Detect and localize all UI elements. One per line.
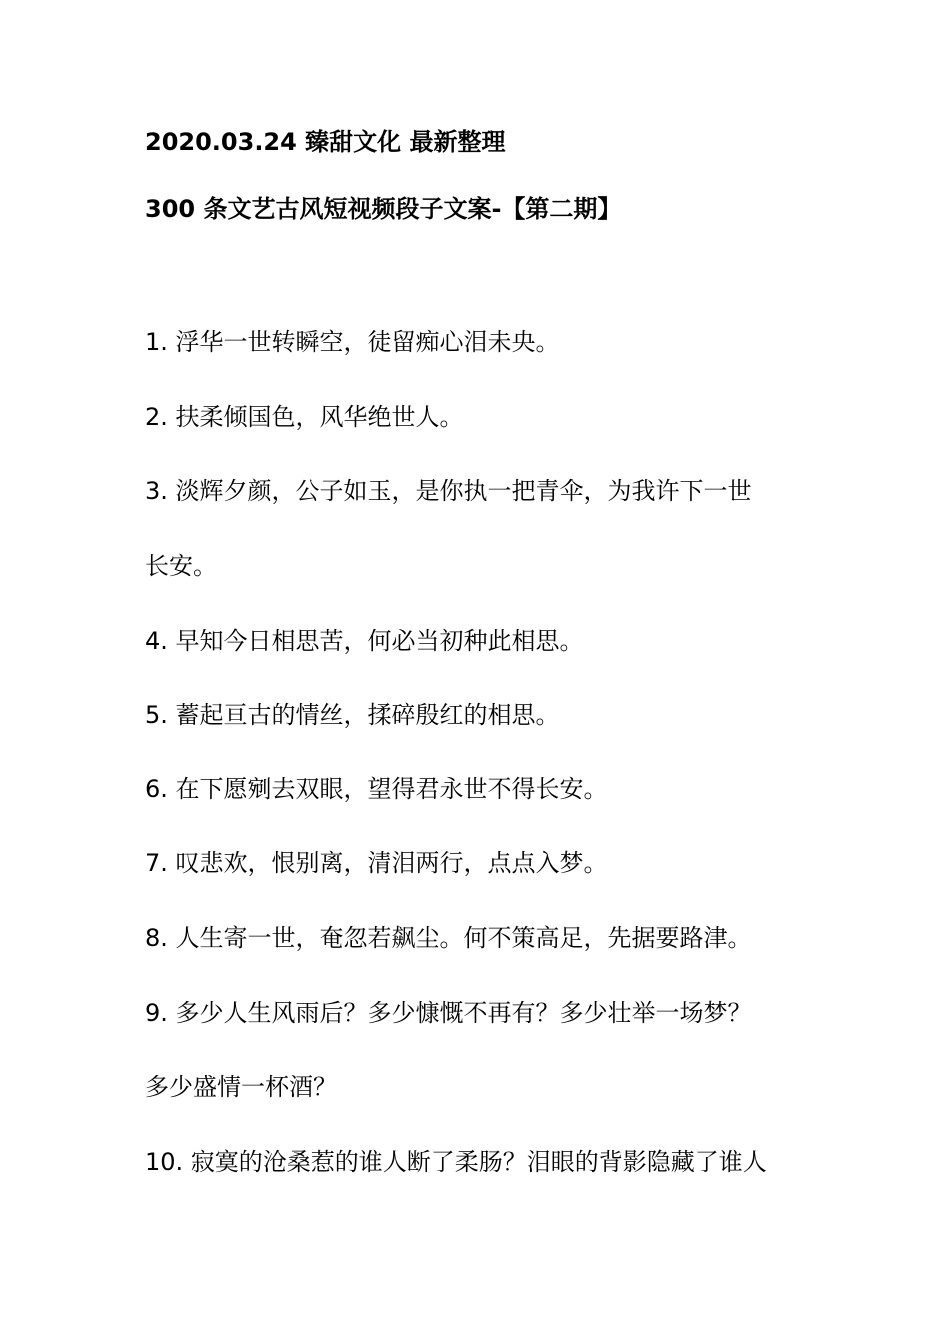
text-line-7: 7. 叹悲欢，恨别离，清泪两行，点点入梦。 — [145, 849, 608, 877]
date-heading: 2020.03.24 臻甜文化 最新整理 — [145, 128, 506, 156]
text-line-9: 9. 多少人生风雨后？多少慷慨不再有？多少壮举一场梦？ — [145, 999, 752, 1027]
text-line-5: 5. 蓄起亘古的情丝，揉碎殷红的相思。 — [145, 701, 560, 729]
text-line-6: 6. 在下愿剜去双眼，望得君永世不得长安。 — [145, 775, 608, 803]
text-line-9-continued: 多少盛情一杯酒？ — [145, 1073, 337, 1101]
text-line-2: 2. 扶柔倾国色，风华绝世人。 — [145, 403, 464, 431]
text-line-3: 3. 淡辉夕颜，公子如玉，是你执一把青伞，为我许下一世 — [145, 477, 752, 505]
text-line-3-continued: 长安。 — [145, 552, 217, 580]
text-line-1: 1. 浮华一世转瞬空，徒留痴心泪未央。 — [145, 328, 560, 356]
title-heading: 300 条文艺古风短视频段子文案-【第二期】 — [145, 195, 622, 223]
text-line-10: 10. 寂寞的沧桑惹的谁人断了柔肠？泪眼的背影隐藏了谁人 — [145, 1148, 767, 1176]
text-line-4: 4. 早知今日相思苦，何必当初种此相思。 — [145, 627, 584, 655]
text-line-8: 8. 人生寄一世，奄忽若飙尘。何不策高足，先据要路津。 — [145, 924, 752, 952]
